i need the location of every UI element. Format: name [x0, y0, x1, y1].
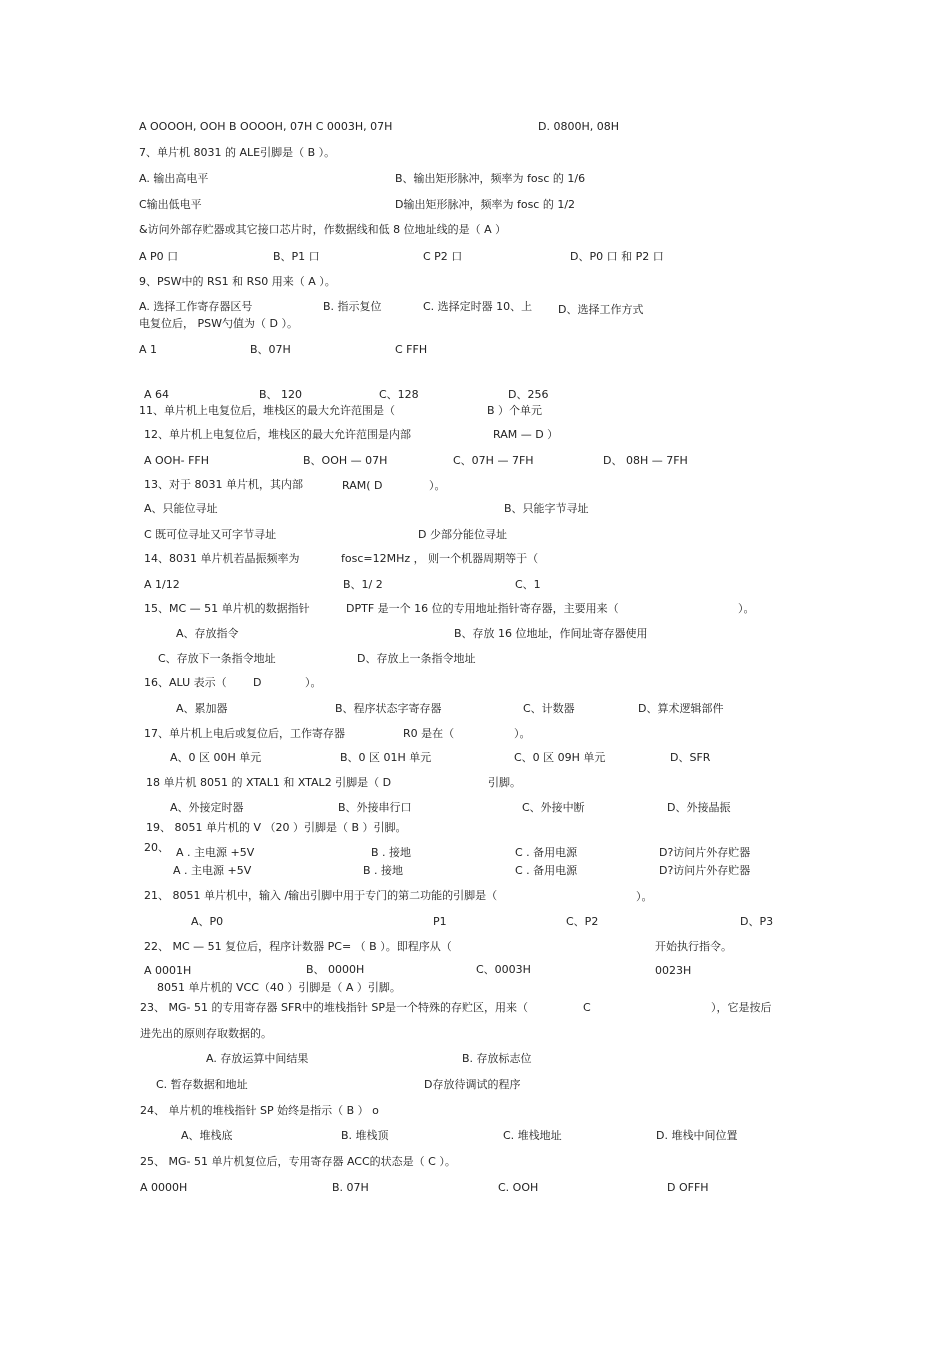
question-21-option-d: D、P3 — [740, 915, 774, 928]
range-option-c: C、128 — [379, 388, 419, 401]
question-7-option-a: A. 输出高电平 — [139, 172, 209, 185]
question-vcc: 8051 单片机的 VCC（40 ）引脚是（ A ）引脚。 — [157, 981, 401, 994]
question-23: 23、 MG- 51 的专用寄存器 SFR中的堆栈指针 SP是一个特殊的存贮区，用来（ — [140, 1001, 529, 1014]
question-19-option-c: C . 备用电源 — [515, 846, 578, 859]
question-19-option-a: A . 主电源 +5V — [176, 846, 255, 859]
question-18: 18 单片机 8051 的 XTAL1 和 XTAL2 引脚是（ D — [146, 776, 392, 789]
question-14-middle: fosc=12MHz ， 则一个机器周期等于（ — [341, 552, 539, 565]
question-13-option-a: A、只能位寻址 — [144, 502, 218, 515]
question-25-option-c: C. OOH — [498, 1181, 539, 1194]
question-24-option-b: B. 堆栈顶 — [341, 1129, 389, 1142]
question-23-option-b: B. 存放标志位 — [462, 1052, 532, 1065]
question-13-option-b: B、只能字节寻址 — [504, 502, 589, 515]
question-12-option-d: D、 08H — 7FH — [603, 454, 688, 467]
question-10-option-a: A 1 — [139, 343, 158, 356]
question-8-option-c: C P2 口 — [423, 250, 463, 263]
question-21-end: ）。 — [636, 890, 653, 903]
question-19-option-b: B . 接地 — [371, 846, 412, 859]
question-22-end: 开始执行指令。 — [655, 940, 732, 953]
question-7-option-c: C输出低电平 — [139, 198, 202, 211]
question-17-option-c: C、0 区 09H 单元 — [514, 751, 606, 764]
question-9: 9、PSW中的 RS1 和 RS0 用来（ A ）。 — [139, 275, 336, 288]
question-23-continued: 进先出的原则存取数据的。 — [140, 1027, 272, 1040]
question-12-answer: RAM — D ） — [493, 428, 559, 441]
question-14: 14、8031 单片机若晶振频率为 — [144, 552, 300, 565]
question-10: 电复位后， PSW勺值为（ D ）。 — [139, 317, 298, 330]
question-24-option-d: D. 堆栈中间位置 — [656, 1129, 738, 1142]
question-23-end: ），它是按后 — [711, 1001, 772, 1014]
question-16-answer: D — [253, 676, 262, 689]
question-18-option-b: B、外接串行口 — [338, 801, 412, 814]
question-24: 24、 单片机的堆栈指针 SP 始终是指示（ B ） o — [140, 1104, 379, 1117]
question-15-end: ）。 — [738, 602, 755, 615]
question-15: 15、MC — 51 单片机的数据指针 — [144, 602, 310, 615]
question-20-option-d: D?访问片外存贮器 — [659, 864, 751, 877]
question-12: 12、单片机上电复位后，堆栈区的最大允许范围是内部 — [144, 428, 411, 441]
question-8: &访问外部存贮器或其它接口芯片时，作数据线和低 8 位地址线的是（ A ） — [139, 223, 507, 236]
question-8-option-d: D、P0 口 和 P2 口 — [570, 250, 664, 263]
question-15-option-c: C、存放下一条指令地址 — [158, 652, 276, 665]
question-6-option-d: D. 0800H, 08H — [538, 120, 619, 133]
question-8-option-b: B、P1 口 — [273, 250, 320, 263]
question-19-option-d: D?访问片外存贮器 — [659, 846, 751, 859]
question-16-end: ）。 — [305, 676, 322, 689]
range-option-d: D、256 — [508, 388, 549, 401]
question-25-option-a: A 0000H — [140, 1181, 188, 1194]
question-15-option-a: A、存放指令 — [176, 627, 239, 640]
question-14-option-a: A 1/12 — [144, 578, 180, 591]
question-21-option-c: C、P2 — [566, 915, 599, 928]
question-13-answer: RAM( D — [342, 479, 383, 492]
question-11-answer: B ）个单元 — [487, 404, 543, 417]
question-22-option-b: B、 0000H — [306, 963, 365, 976]
question-21: 21、 8051 单片机中，输入 /输出引脚中用于专门的第二功能的引脚是（ — [144, 889, 498, 902]
question-15-option-b: B、存放 16 位地址，作间址寄存器使用 — [454, 627, 648, 640]
range-option-b: B、 120 — [259, 388, 303, 401]
question-15-middle: DPTF 是一个 16 位的专用地址指针寄存器，主要用来（ — [346, 602, 619, 615]
question-9-option-b: B. 指示复位 — [323, 300, 382, 313]
question-10-option-b: B、07H — [250, 343, 291, 356]
question-7-option-d: D输出矩形脉冲，频率为 fosc 的 1/2 — [395, 198, 576, 211]
question-25: 25、 MG- 51 单片机复位后，专用寄存器 ACC的状态是（ C ）。 — [140, 1155, 456, 1168]
question-10-option-c: C FFH — [395, 343, 428, 356]
question-13: 13、对于 8031 单片机，其内部 — [144, 478, 303, 491]
question-15-option-d: D、存放上一条指令地址 — [357, 652, 476, 665]
question-21-option-a: A、P0 — [191, 915, 224, 928]
question-23-option-a: A. 存放运算中间结果 — [206, 1052, 309, 1065]
question-16: 16、ALU 表示（ — [144, 676, 227, 689]
question-18-option-d: D、外接晶振 — [667, 801, 731, 814]
question-13-option-c: C 既可位寻址又可字节寻址 — [144, 528, 277, 541]
question-20-option-a: A . 主电源 +5V — [173, 864, 252, 877]
question-7: 7、单片机 8031 的 ALE引脚是（ B ）。 — [139, 146, 336, 159]
question-22-option-a: A 0001H — [144, 964, 192, 977]
range-option-a: A 64 — [144, 388, 170, 401]
question-6-options-abc: A OOOOH, OOH B OOOOH, 07H C 0003H, 07H — [139, 120, 393, 133]
question-9-option-a: A. 选择工作寄存器区号 — [139, 300, 253, 313]
question-16-option-a: A、累加器 — [176, 702, 228, 715]
question-11: 11、单片机上电复位后，堆栈区的最大允许范围是（ — [139, 404, 395, 417]
question-25-option-d: D OFFH — [667, 1181, 709, 1194]
question-22-option-d: 0023H — [655, 964, 692, 977]
question-9-option-c: C. 选择定时器 10、上 — [423, 300, 533, 313]
question-17: 17、单片机上电后或复位后，工作寄存器 — [144, 727, 345, 740]
question-19: 19、 8051 单片机的 V （20 ）引脚是（ B ）引脚。 — [146, 821, 407, 834]
question-24-option-a: A、堆栈底 — [181, 1129, 233, 1142]
question-25-option-b: B. 07H — [332, 1181, 369, 1194]
question-23-answer: C — [583, 1001, 591, 1014]
question-18-option-c: C、外接中断 — [522, 801, 585, 814]
question-8-option-a: A P0 口 — [139, 250, 179, 263]
question-22: 22、 MC — 51 复位后，程序计数器 PC= （ B ）。即程序从（ — [144, 940, 452, 953]
question-13-end: ）。 — [429, 479, 446, 492]
question-22-option-c: C、0003H — [476, 963, 531, 976]
question-13-option-d: D 少部分能位寻址 — [418, 528, 507, 541]
question-21-option-b: P1 — [433, 915, 447, 928]
question-14-option-c: C、1 — [515, 578, 541, 591]
question-17-option-d: D、SFR — [670, 751, 711, 764]
question-12-option-a: A OOH- FFH — [144, 454, 210, 467]
question-14-option-b: B、1/ 2 — [343, 578, 383, 591]
question-23-option-d: D存放待调试的程序 — [424, 1078, 521, 1091]
question-17-middle: R0 是在（ — [403, 727, 455, 740]
question-24-option-c: C. 堆栈地址 — [503, 1129, 562, 1142]
question-18-option-a: A、外接定时器 — [170, 801, 244, 814]
question-23-option-c: C. 暂存数据和地址 — [156, 1078, 248, 1091]
question-17-option-a: A、0 区 00H 单元 — [170, 751, 262, 764]
question-12-option-c: C、07H — 7FH — [453, 454, 534, 467]
question-20-option-c: C . 备用电源 — [515, 864, 578, 877]
question-18-end: 引脚。 — [488, 776, 521, 789]
question-12-option-b: B、OOH — 07H — [303, 454, 388, 467]
question-9-option-d: D、选择工作方式 — [558, 303, 644, 316]
question-16-option-c: C、计数器 — [523, 702, 575, 715]
question-17-option-b: B、0 区 01H 单元 — [340, 751, 432, 764]
question-16-option-b: B、程序状态字寄存器 — [335, 702, 442, 715]
question-20-option-b: B . 接地 — [363, 864, 404, 877]
question-7-option-b: B、输出矩形脉冲，频率为 fosc 的 1/6 — [395, 172, 586, 185]
question-16-option-d: D、算术逻辑部件 — [638, 702, 724, 715]
question-17-end: ）。 — [514, 727, 531, 740]
question-20: 20、 — [144, 841, 169, 854]
